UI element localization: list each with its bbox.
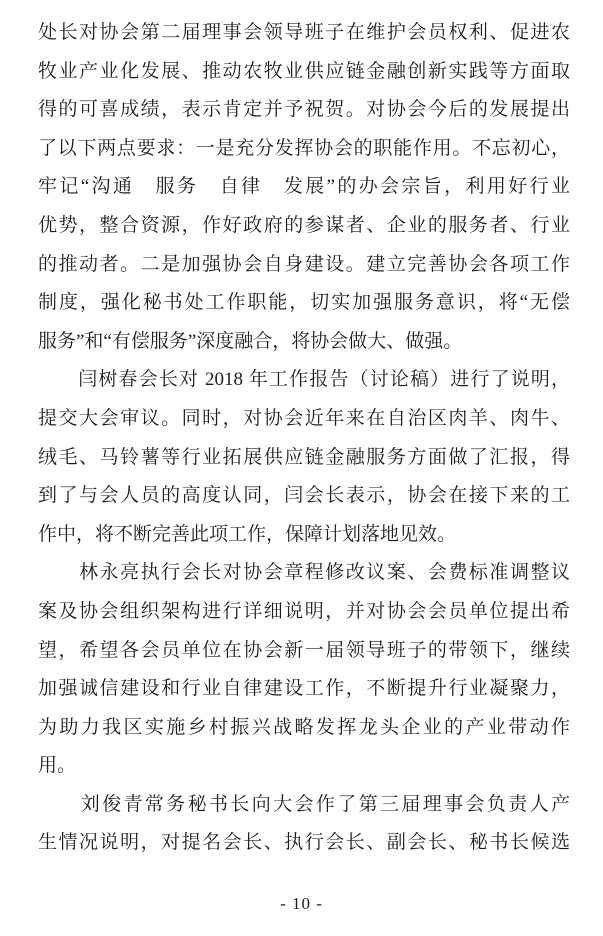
text-line: 案及协会组织架构进行详细说明，并对协会会员单位提出希 — [38, 600, 570, 622]
text-line: 生情况说明，对提名会长、执行会长、副会长、秘书长候选 — [38, 832, 570, 854]
text-line: 林永亮执行会长对协会章程修改议案、会费标准调整议 — [38, 562, 570, 584]
text-line: 牧业产业化发展、推动农牧业供应链金融创新实践等方面取 — [38, 60, 570, 82]
paragraph — [38, 554, 570, 786]
text-line: 制度，强化秘书处工作职能，切实加强服务意识，将“无偿 — [38, 292, 570, 314]
document-body — [38, 14, 570, 863]
text-line: 牢记“沟通 服务 自律 发展”的办会宗旨，利用好行业 — [38, 176, 570, 198]
text-line: 处长对协会第二届理事会领导班子在维护会员权利、促进农 — [38, 22, 570, 43]
text-line: 刘俊青常务秘书长向大会作了第三届理事会负责人产 — [38, 793, 570, 815]
text-line: 的推动者。二是加强协会自身建设。建立完善协会各项工作 — [38, 253, 570, 275]
text-line: 了以下两点要求：一是充分发挥协会的职能作用。不忘初心， — [38, 137, 570, 159]
text-line: 加强诚信建设和行业自律建设工作，不断提升行业凝聚力， — [38, 678, 570, 700]
text-line: 望，希望各会员单位在协会新一届领导班子的带领下，继续 — [38, 639, 570, 661]
text-line: 优势，整合资源，作好政府的参谋者、企业的服务者、行业 — [38, 214, 570, 236]
paragraph — [38, 786, 570, 863]
text-line: 服务”和“有偿服务”深度融合，将协会做大、做强。 — [38, 330, 463, 352]
text-line: 闫树春会长对 2018 年工作报告（讨论稿）进行了说明， — [38, 369, 570, 391]
text-line: 用。 — [38, 755, 77, 777]
text-line: 得的可喜成绩，表示肯定并予祝贺。对协会今后的发展提出 — [38, 99, 570, 121]
page-number: - 10 - — [280, 894, 323, 913]
text-line: 到了与会人员的高度认同，闫会长表示，协会在接下来的工 — [38, 485, 570, 507]
text-line: 提交大会审议。同时，对协会近年来在自治区肉羊、肉牛、 — [38, 407, 570, 429]
text-line: 绒毛、马铃薯等行业拓展供应链金融服务方面做了汇报，得 — [38, 446, 570, 468]
text-line: 为助力我区实施乡村振兴战略发挥龙头企业的产业带动作 — [38, 716, 570, 738]
text-line: 作中，将不断完善此项工作，保障计划落地见效。 — [38, 523, 457, 545]
paragraph — [38, 361, 570, 554]
paragraph — [38, 14, 570, 361]
